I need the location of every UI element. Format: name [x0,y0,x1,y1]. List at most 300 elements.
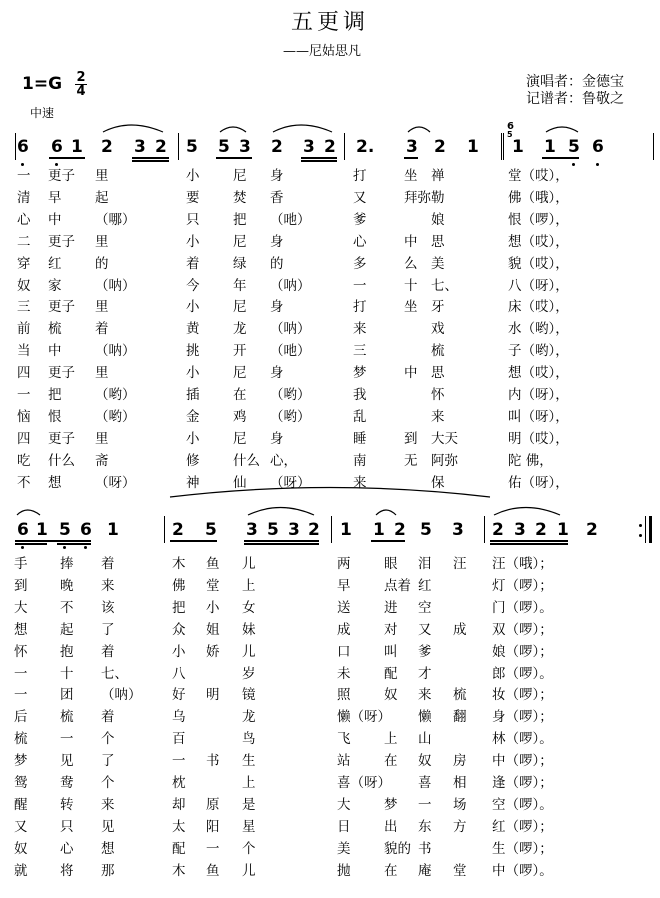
lyric-syllable: 小 [206,599,220,616]
note: 2 [101,137,113,157]
lyric-syllable: 八 [172,665,186,682]
lyric-line [0,317,660,339]
lyric-syllable: 该 [101,599,115,616]
lyric-syllable: 尼 [233,233,247,250]
lyric-line [0,859,660,881]
note: 6 [80,520,92,540]
lyric-syllable: 方 [453,818,467,835]
note: 1 [107,520,119,540]
lyric-syllable: 堂 [206,577,220,594]
lyric-syllable: 内（呀）， [508,387,569,403]
lyric-syllable: 保 [431,474,445,491]
lyric-syllable: 恼 [17,408,31,425]
lyric-syllable: 恨（啰）， [508,211,569,228]
lyric-syllable: 后 [14,709,28,726]
lyric-syllable: 只 [60,818,74,835]
lyric-syllable: （呀） [270,474,311,491]
lyric-syllable: 百 [172,731,186,748]
lyric-syllable: 什么 [48,452,75,469]
lyric-syllable: （呐） [270,277,311,294]
note: 3 [514,520,526,540]
note: 6 [592,137,604,157]
lyric-syllable: 心 [353,233,367,250]
slur [103,125,163,132]
lyric-syllable: （哟） [270,408,311,425]
lyric-syllable: 里 [95,365,109,382]
lyric-syllable: 两 [337,556,351,572]
lyric-syllable: 四 [17,430,31,447]
lyric-syllable: 二 [17,233,31,250]
lyric-syllable: 心， [270,452,297,469]
lyric-syllable: 里 [95,430,109,447]
lyric-syllable: 一 [17,168,31,184]
lyric-syllable: 打 [353,299,367,316]
lyric-syllable: 坐 [404,168,418,184]
note: 2 [324,137,336,157]
note: 2 [586,520,598,540]
lyric-syllable: 书 [418,840,432,857]
lyric-line [0,793,660,815]
lyric-syllable: 红 [48,255,62,272]
lyric-syllable: 美 [431,255,445,272]
lyric-syllable: 三 [353,343,367,360]
lyric-syllable: 在 [384,862,398,879]
note: 2 [492,520,504,540]
lyric-syllable: 红 [418,577,432,594]
lyric-syllable: 尼 [233,365,247,382]
lyric-syllable: （呐） [95,343,136,360]
lyric-syllable: 七、 [101,665,128,682]
lyric-syllable: 站 [337,753,351,770]
lyric-syllable: 鸯 [60,775,74,791]
lyric-syllable: 里 [95,233,109,250]
lyric-syllable: 要 [186,189,200,206]
lyric-syllable: 多 [353,255,367,272]
lyric-syllable: 么 [404,255,418,272]
slur [248,508,314,516]
lyric-syllable: 思 [431,365,445,382]
lyric-syllable: 中 [404,365,418,382]
note: 5 [267,520,279,540]
slur [408,127,430,132]
lyric-syllable: 转 [60,796,74,813]
lyric-syllable: 更子 [48,299,75,316]
lyric-syllable: 小 [186,299,200,316]
lyric-syllable: 睡 [353,430,367,447]
lyric-line [0,252,660,274]
lyric-syllable: 床（哎）， [508,299,569,316]
lyric-syllable: 的 [95,255,109,272]
lyric-syllable: 禅 [431,168,445,184]
lyric-syllable: 在 [384,753,398,770]
lyric-syllable: 中（啰）。 [492,862,553,879]
lyric-syllable: 小 [186,233,200,250]
lyric-syllable: 金 [186,408,200,425]
lyric-line [0,771,660,793]
lyric-syllable: 上 [242,775,256,791]
note: 1 [373,520,385,540]
lyric-syllable: 未 [337,665,351,682]
lyric-syllable: 抛 [337,862,351,879]
lyric-syllable: 儿 [242,862,256,879]
lyric-syllable: 又 [14,818,28,835]
lyric-syllable: 黄 [186,321,200,338]
lyric-syllable: 勒 [431,189,445,206]
lyric-syllable: 水（哟）， [508,321,569,338]
lyric-syllable: 明 [206,687,220,704]
lyric-line [0,574,660,596]
lyric-syllable: 却 [172,796,186,813]
lyric-syllable: 了 [101,753,115,770]
lyric-syllable: 只 [186,211,200,228]
lyric-syllable: 手 [14,556,28,572]
lyric-syllable: 空（啰）。 [492,796,553,813]
lyric-syllable: 着 [95,321,109,338]
lyric-syllable: 吃 [17,452,31,469]
lyric-syllable: 梳 [431,343,445,360]
lyric-syllable: 打 [353,168,367,184]
lyric-syllable: 醒 [14,796,28,813]
lyric-syllable: 一 [14,665,28,682]
lyric-syllable: 小 [186,365,200,382]
lyric-syllable: 岁 [242,665,256,682]
lyric-syllable: 身 [270,299,284,316]
lyric-syllable: 堂 [453,862,467,879]
lyric-syllable: 汪（哦）； [492,556,553,572]
note: 5 [420,520,432,540]
lyric-syllable: 鱼 [206,556,220,572]
lyric-syllable: 三 [17,299,31,316]
lyric-syllable: 梦 [14,753,28,770]
lyric-syllable: 房 [453,753,467,770]
lyric-syllable: 着 [101,643,115,660]
lyric-line [0,164,660,186]
lyric-syllable: （吔） [270,343,311,360]
lyric-syllable: 生 [242,753,256,770]
lyric-syllable: 插 [186,387,200,403]
lyric-syllable: 一 [17,387,31,403]
lyric-syllable: 清 [17,189,31,206]
lyric-syllable: 逢（啰）； [492,775,553,791]
lyric-syllable: 拜弥 [404,189,431,206]
lyric-syllable: 众 [172,621,186,638]
lyric-syllable: 林（啰）。 [492,731,553,748]
lyric-syllable: 大天 [431,430,458,447]
lyric-syllable: 女 [242,599,256,616]
note: 3 [134,137,146,157]
lyric-syllable: 鸳 [14,775,28,791]
slur [376,510,396,515]
lyric-syllable: 香 [270,189,284,206]
lyric-syllable: 心 [60,840,74,857]
lyric-syllable: 来 [101,796,115,813]
note: 6 [51,137,63,157]
lyric-syllable: 团 [60,687,74,704]
note: 2 [155,137,167,157]
lyric-syllable: 身 [270,430,284,447]
lyric-syllable: 一 [206,840,220,857]
lyric-syllable: 的 [270,255,284,272]
lyric-syllable: 陀 佛， [508,452,553,469]
lyric-line [0,186,660,208]
song-title: 五更调 [290,10,369,35]
lyric-syllable: 上 [384,731,398,748]
lyric-syllable: 喜 [418,775,432,791]
note: 2 [434,137,446,157]
note: 3 [303,137,315,157]
note: 5 [186,137,198,157]
note: 5 [205,520,217,540]
lyric-syllable: （呐） [270,321,311,338]
lyric-syllable: 想（哎）， [508,233,569,250]
lyric-syllable: 了 [101,621,115,638]
lyric-syllable: 又 [418,621,432,638]
note: 1 [512,137,524,157]
lyric-syllable: 身 [270,233,284,250]
lyric-syllable: 当 [17,343,31,360]
lyric-syllable: 太 [172,818,186,835]
lyric-syllable: 到 [404,430,418,447]
lyric-syllable: 貌（哎）， [508,255,569,272]
lyric-syllable: 日 [337,818,351,835]
note: 2 [172,520,184,540]
note: 3 [452,520,464,540]
lyric-syllable: 佑（呀）， [508,474,569,491]
lyric-syllable: 戏 [431,321,445,338]
lyric-syllable: 着 [101,709,115,726]
lyric-syllable: 佛 [172,577,186,594]
lyric-syllable: 来 [353,474,367,491]
lyric-syllable: 木 [172,556,186,572]
lyric-line [0,749,660,771]
lyric-syllable: 送 [337,599,351,616]
lyric-syllable: 空 [418,599,432,616]
note: 6 [17,137,29,157]
lyric-syllable: 神 [186,474,200,491]
lyric-line [0,427,660,449]
lyric-syllable: 木 [172,862,186,879]
lyric-syllable: 鸡 [233,408,247,425]
lyric-syllable: 想 [14,621,28,638]
lyric-syllable: 来 [431,408,445,425]
lyric-syllable: 我 [353,387,367,403]
lyric-syllable: 前 [17,321,31,338]
lyric-line [0,815,660,837]
lyric-syllable: 抱 [60,643,74,660]
note: 2 [535,520,547,540]
lyric-syllable: 想 [48,474,62,491]
lyric-syllable: 原 [206,796,220,813]
lyric-syllable: 娘（啰）； [492,643,553,660]
lyric-syllable: 美 [337,840,351,857]
lyric-syllable: 貌的 [384,840,411,857]
lyric-line [0,361,660,383]
note: 3 [239,137,251,157]
lyric-syllable: 叫（呀）， [508,408,569,425]
lyric-syllable: 来 [353,321,367,338]
lyric-syllable: （哟） [95,408,136,425]
lyric-syllable: 明（哎）， [508,430,569,447]
lyric-syllable: 那 [101,862,115,879]
lyric-syllable: 开 [233,343,247,360]
lyric-syllable: 奴 [14,840,28,857]
lyric-syllable: 门（啰）。 [492,599,553,616]
lyric-syllable: 口 [337,643,351,660]
lyric-syllable: 对 [384,621,398,638]
lyric-syllable: 将 [60,862,74,879]
lyric-syllable: 上 [242,577,256,594]
lyric-syllable: 更子 [48,430,75,447]
lyric-syllable: 乱 [353,408,367,425]
lyric-syllable: 尼 [233,299,247,316]
lyric-syllable: 着 [186,255,200,272]
lyric-syllable: 东 [418,818,432,835]
grace-note-sub: 5 [507,130,513,139]
lyric-syllable: 小 [172,643,186,660]
lyric-syllable: 把 [233,211,247,228]
lyric-syllable: 坐 [404,299,418,316]
note: 2 [394,520,406,540]
lyric-syllable: 年 [233,277,247,294]
meter-top: 2 [76,70,86,85]
lyric-line [0,471,660,493]
note: 6 [17,520,29,540]
lyric-syllable: 郎（啰）。 [492,665,553,682]
lyric-syllable: 早 [337,577,351,594]
lyric-syllable: 星 [242,818,256,835]
note: 1 [36,520,48,540]
slur [220,127,246,132]
lyric-syllable: 挑 [186,343,200,360]
lyric-syllable: 思 [431,233,445,250]
lyric-syllable: 灯（啰）； [492,577,553,594]
lyric-syllable: 娇 [206,643,220,660]
lyric-syllable: 书 [206,753,220,770]
lyric-syllable: 穿 [17,255,31,272]
lyric-syllable: 更子 [48,365,75,382]
lyric-syllable: （吔） [270,211,311,228]
lyric-line [0,449,660,471]
note: 1 [557,520,569,540]
lyric-syllable: （哟） [270,387,311,403]
lyric-syllable: 怀 [431,387,445,403]
lyric-line [0,339,660,361]
lyric-syllable: 才 [418,665,432,682]
lyric-syllable: 汪 [453,556,467,572]
lyric-syllable: 个 [101,731,115,748]
lyric-syllable: 斋 [95,452,109,469]
lyric-line [0,618,660,640]
lyric-syllable: 鱼 [206,862,220,879]
lyric-syllable: 个 [101,775,115,791]
lyric-syllable: 阿弥 [431,452,458,469]
note: 1 [544,137,556,157]
lyric-line [0,683,660,705]
lyric-syllable: 成 [337,621,351,638]
lyric-syllable: 早 [48,189,62,206]
lyric-syllable: 修 [186,452,200,469]
lyric-syllable: 七、 [431,277,458,294]
lyric-line [0,383,660,405]
grace-note: 6 [507,121,514,132]
lyric-syllable: 中 [404,233,418,250]
lyric-syllable: 小 [186,430,200,447]
meter-bottom: 4 [76,84,86,99]
lyric-syllable: 不 [60,599,74,616]
slur [546,127,578,132]
lyric-syllable: 儿 [242,556,256,572]
lyric-syllable: 恨 [48,408,62,425]
lyric-syllable: 子（哟）， [508,343,569,360]
song-subtitle: ——尼姑思凡 [283,44,362,59]
key-signature: 1=G [22,74,63,94]
lyric-syllable: 娘 [431,211,445,228]
lyric-syllable: 想 [101,840,115,857]
lyric-syllable: 梦 [384,796,398,813]
lyric-syllable: 奴 [17,277,31,294]
lyric-syllable: 一 [418,796,432,813]
lyric-syllable: 妹 [242,621,256,638]
lyric-syllable: 在 [233,387,247,403]
lyric-line [0,727,660,749]
slur [17,510,40,515]
lyric-syllable: 身（啰）； [492,709,553,726]
lyric-line [0,274,660,296]
note: 3 [406,137,418,157]
lyric-syllable: 爹 [353,211,367,228]
lyric-syllable: （呐） [95,277,136,294]
note: 5 [59,520,71,540]
lyric-syllable: 懒（呀） [337,709,391,726]
lyric-line [0,295,660,317]
lyric-syllable: 好 [172,687,186,704]
lyric-syllable: 阳 [206,818,220,835]
lyric-syllable: 中 [48,343,62,360]
lyric-syllable: 生（啰）； [492,840,553,857]
lyric-syllable: 更子 [48,168,75,184]
lyric-line [0,405,660,427]
lyric-syllable: 把 [172,599,186,616]
lyric-syllable: 懒 [418,709,432,726]
lyric-syllable: 照 [337,687,351,704]
lyric-syllable: 儿 [242,643,256,660]
transcriber-credit: 记谱者：鲁敬之 [526,91,624,107]
lyric-syllable: 龙 [242,709,256,726]
note: 5 [568,137,580,157]
lyric-syllable: 无 [404,452,418,469]
lyric-syllable: 梳 [48,321,62,338]
lyric-syllable: 场 [453,796,467,813]
lyric-syllable: 身 [270,168,284,184]
lyric-syllable: 到 [14,577,28,594]
lyric-syllable: 十 [60,665,74,682]
note: 5 [218,137,230,157]
lyric-syllable: 一 [353,277,367,294]
lyric-syllable: 更子 [48,233,75,250]
lyric-syllable: 佛（哦）， [508,189,569,206]
lyric-syllable: 龙 [233,321,247,338]
lyric-syllable: 八（呀）， [508,277,569,294]
lyric-syllable: （哪） [95,211,136,228]
lyric-syllable: 牙 [431,299,445,316]
lyric-line [0,662,660,684]
lyric-syllable: 梳 [60,709,74,726]
lyric-line [0,837,660,859]
lyric-syllable: 又 [353,189,367,206]
lyric-syllable: 成 [453,621,467,638]
lyric-syllable: 里 [95,168,109,184]
lyric-syllable: 姐 [206,621,220,638]
